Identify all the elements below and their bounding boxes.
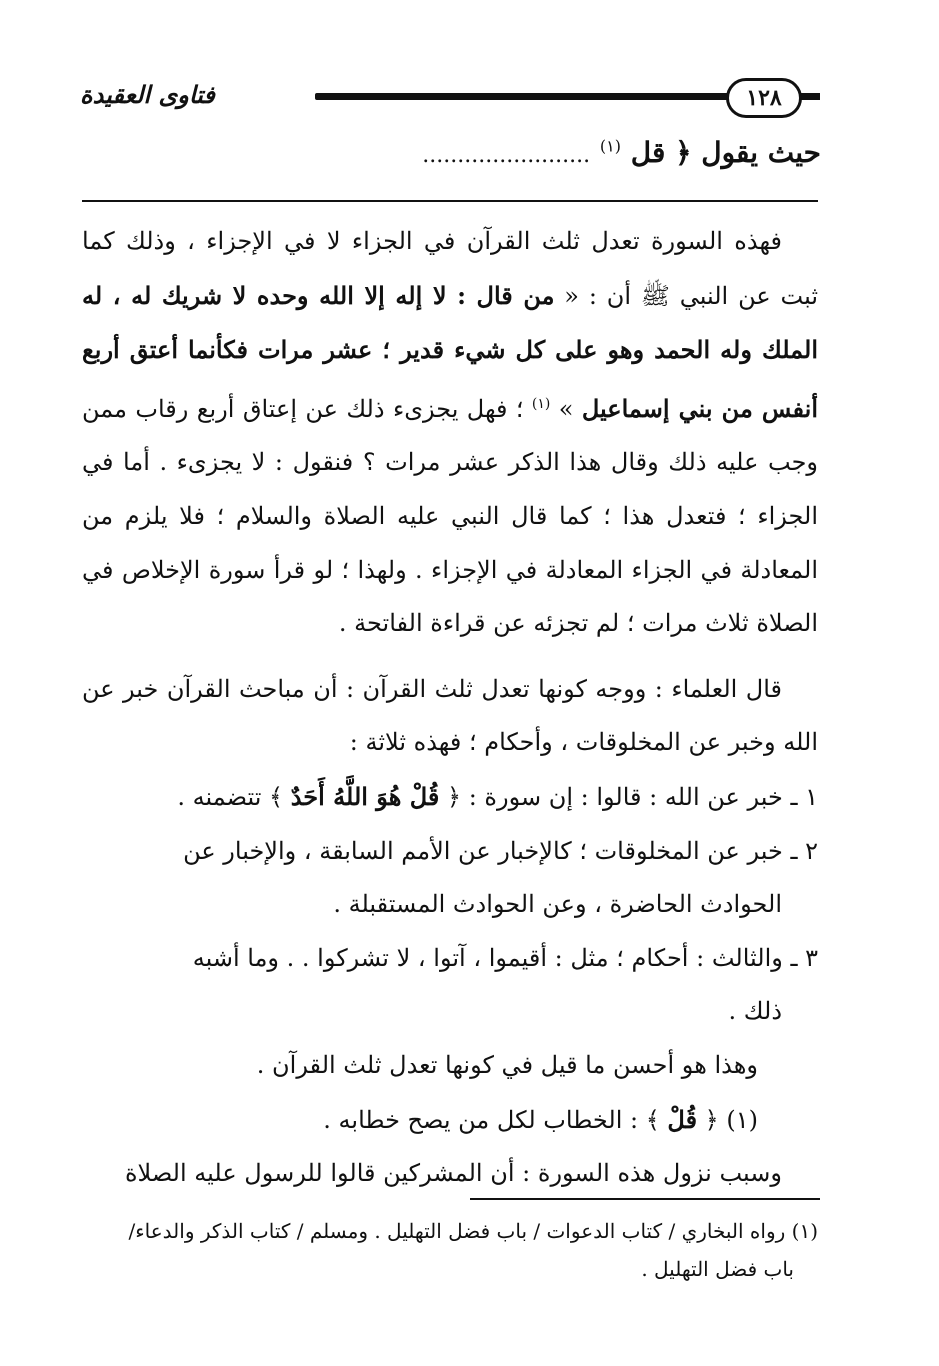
section-title-text: حيث يقول ﴿ قل [630, 136, 821, 169]
section-title-note-ref: (١) [599, 136, 621, 156]
main-text [82, 215, 818, 1201]
hadith-quote: من قال : لا إله إلا الله وحده لا شريك له ، له الملك وله الحمد وهو على كل شيء قدير ؛ عشر مرات فكأنما أعتق أربع أنفس من بني إسماعيل [82, 280, 818, 423]
footnote-line-2: باب فضل التهليل . [641, 1257, 794, 1281]
paragraph-1-intro: فهذه السورة تعدل ثلث القرآن في الجزاء لا في الإجزاء ، وذلك كما ثبت عن النبي ﷺ أن : « [82, 227, 818, 310]
list-item-3: ٣ ـ والثالث : أحكام ؛ مثل : أقيموا ، آتوا ، لا تشركوا . . وما أشبه [192, 943, 818, 972]
book-title: فتاوى العقيدة [80, 80, 215, 109]
paragraph-1-rest: ؛ فهل يجزىء ذلك عن إعتاق أربع رقاب ممن وجب عليه ذلك وقال هذا الذكر عشر مرات ؟ فنقول : لا يجزىء . أما في الجزاء ؛ فتعدل هذا ؛ كما قال النبي عليه الصلاة والسلام ؛ فلا يلزم من المعادلة في الجزاء المعادلة في الإجزاء . ولهذا ؛ لو قرأ سورة الإخلاص في الصلاة ثلاث مرات ؛ لم تجزئه عن قراءة الفاتحة . [82, 394, 819, 638]
list-item-1 [82, 770, 818, 825]
header-rule-end [800, 93, 820, 100]
paragraph-3: وهذا هو أحسن ما قيل في كونها تعدل ثلث القرآن . [256, 1050, 758, 1079]
quote-close: » [550, 394, 582, 423]
section-title [422, 136, 821, 169]
paragraph-2: قال العلماء : ووجه كونها تعدل ثلث القرآن : أن مباحث القرآن خبر عن الله وخبر عن المخلوقات ، وأحكام ؛ فهذه ثلاثة : [82, 674, 818, 757]
title-rule [82, 200, 818, 202]
inline-note-word: قُلْ [667, 1104, 698, 1134]
inline-note [82, 1093, 818, 1148]
list-item-1-end: ﴾ تتضمنه . [177, 782, 291, 811]
list-item-2 [82, 825, 818, 879]
footnote-rule [470, 1198, 820, 1200]
list-item-2-line1: ٢ ـ خبر عن المخلوقات ؛ كالإخبار عن الأمم السابقة ، والإخبار عن [183, 836, 818, 865]
header-rule [315, 93, 750, 100]
footnote-ref: (١) [531, 395, 551, 412]
footnote [82, 1212, 818, 1288]
footnote-line-1: (١) رواه البخاري / كتاب الدعوات / باب فضل التهليل . ومسلم / كتاب الذكر والدعاء/ [128, 1219, 818, 1243]
quran-verse: قُلْ هُوَ اللَّهُ أَحَدٌ [290, 781, 440, 811]
page-number: ١٢٨ [726, 78, 802, 118]
list-item-3-cont: ذلك . [728, 997, 782, 1026]
inline-note-text: ﴾ : الخطاب لكل من يصح خطابه . [323, 1105, 668, 1134]
paragraph-1 [82, 215, 818, 651]
list-item-2-cont: الحوادث الحاضرة ، وعن الحوادث المستقبلة . [333, 890, 782, 919]
paragraph-4: وسبب نزول هذه السورة : أن المشركين قالوا للرسول عليه الصلاة [124, 1159, 782, 1188]
inline-note-open: (١) ﴿ [697, 1105, 758, 1134]
list-item-1-text: ١ ـ خبر عن الله : قالوا : إن سورة : ﴿ [439, 782, 818, 811]
section-title-dots: ........................ [422, 143, 591, 168]
page-header [80, 74, 820, 118]
